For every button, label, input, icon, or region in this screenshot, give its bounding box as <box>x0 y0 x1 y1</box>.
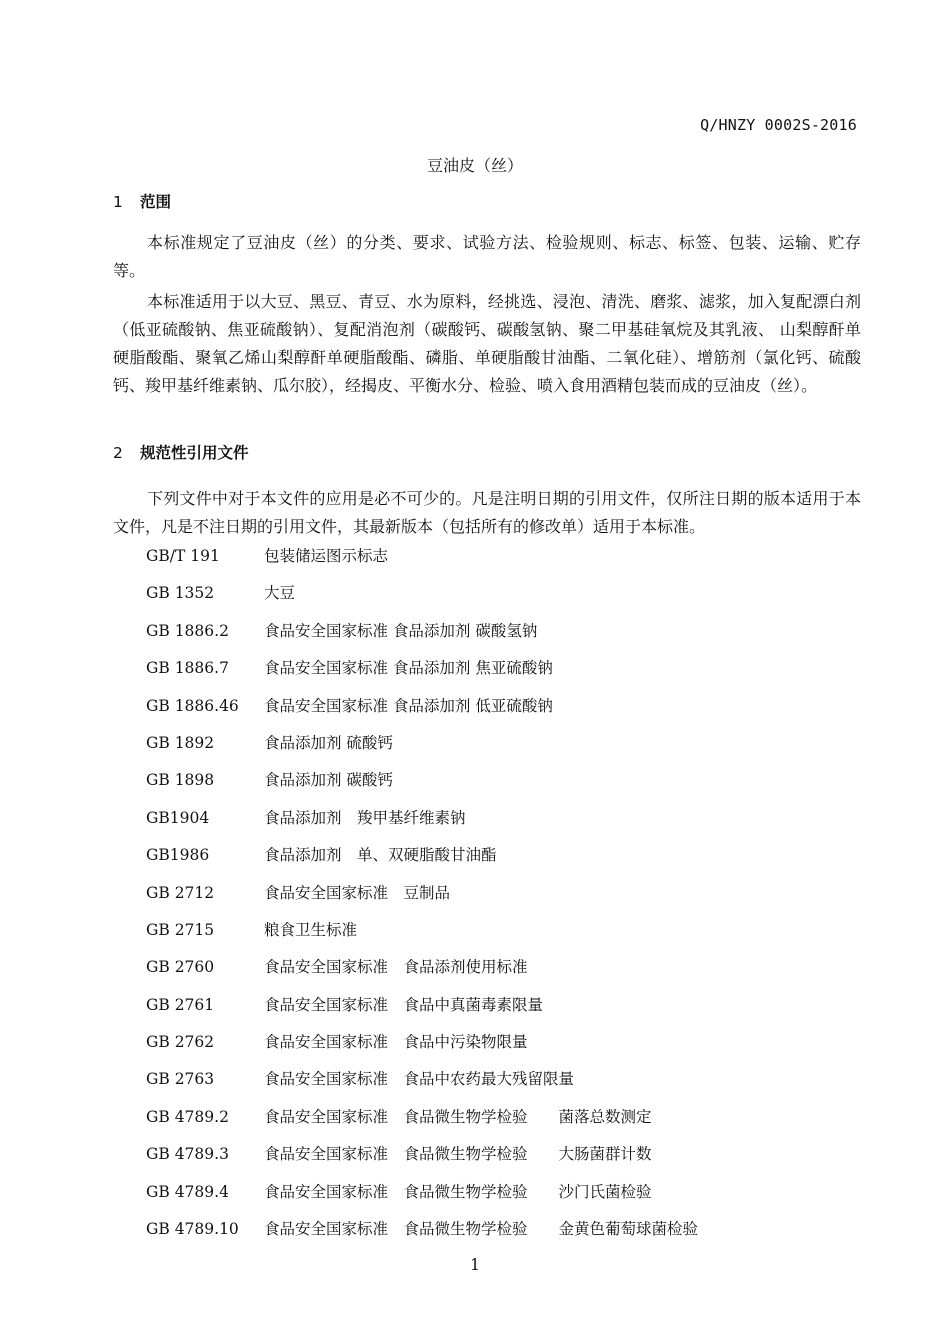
reference-item <box>146 1030 698 1067</box>
reference-code: GB 2712 <box>146 883 215 902</box>
reference-item <box>146 768 698 805</box>
reference-item <box>146 918 698 955</box>
reference-code: GB 1886.2 <box>146 621 229 640</box>
reference-title: 食品安全国家标准 食品微生物学检验 沙门氏菌检验 <box>264 1182 652 1201</box>
reference-code: GB 4789.4 <box>146 1182 229 1201</box>
reference-code: GB 2763 <box>146 1070 215 1089</box>
reference-code: GB/T 191 <box>146 547 220 565</box>
reference-title: 食品添加剂 单、双硬脂酸甘油酯 <box>264 846 497 865</box>
reference-title: 食品安全国家标准 食品添剂使用标准 <box>264 958 528 977</box>
reference-item <box>146 731 698 768</box>
reference-item <box>146 843 698 880</box>
scope-paragraph-2: 本标准适用于以大豆、黑豆、青豆、水为原料，经挑选、浸泡、清洗、磨浆、滤浆，加入复配漂白剂（低亚硫酸钠、焦亚硫酸钠）、复配消泡剂（碳酸钙、碳酸氢钠、聚二甲基硅氧烷及其乳液、 山梨醇酐单硬脂酸酯、聚氧乙烯山梨醇酐单硬脂酸酯、磷脂、单硬脂酸甘油酯、二氧化硅）、增筋剂（氯化钙、硫酸钙、羧甲基纤维素钠、瓜尔胶），经揭皮、平衡水分、检验、喷入食用酒精包装而成的豆油皮（丝）。 <box>113 292 861 395</box>
reference-code: GB 4789.3 <box>146 1145 229 1164</box>
reference-code: GB 4789.2 <box>146 1107 229 1126</box>
reference-code: GB 1886.46 <box>146 696 239 715</box>
reference-title: 食品安全国家标准 食品中污染物限量 <box>264 1033 528 1052</box>
reference-code: GB 4789.10 <box>146 1220 239 1239</box>
reference-item <box>146 806 698 843</box>
reference-title: 大豆 <box>264 584 296 603</box>
reference-title: 食品安全国家标准 食品中农药最大残留限量 <box>264 1070 575 1089</box>
reference-item <box>146 544 698 581</box>
reference-title: 食品安全国家标准 食品添加剂 低亚硫酸钠 <box>264 696 553 715</box>
reference-title: 食品安全国家标准 食品微生物学检验 菌落总数测定 <box>264 1107 652 1126</box>
reference-code: GB 2760 <box>146 958 215 977</box>
reference-code: GB 2761 <box>146 995 215 1014</box>
section-heading-scope <box>113 190 171 212</box>
page-number: 1 <box>470 1256 480 1274</box>
reference-code: GB 1898 <box>146 771 215 790</box>
reference-code: GB 1892 <box>146 733 215 752</box>
reference-title: 食品安全国家标准 食品添加剂 焦亚硫酸钠 <box>264 659 553 678</box>
reference-item <box>146 619 698 656</box>
reference-code: GB1986 <box>146 846 210 865</box>
reference-list <box>146 544 698 1254</box>
reference-item <box>146 1105 698 1142</box>
reference-item <box>146 694 698 731</box>
reference-item <box>146 955 698 992</box>
section-heading-normative-references <box>113 441 249 463</box>
reference-title: 食品安全国家标准 食品微生物学检验 大肠菌群计数 <box>264 1145 652 1164</box>
reference-code: GB 2715 <box>146 920 215 939</box>
section-number: 2 <box>113 444 123 462</box>
reference-item <box>146 581 698 618</box>
reference-code: GB 1352 <box>146 584 215 603</box>
reference-item <box>146 1067 698 1104</box>
reference-title: 食品安全国家标准 豆制品 <box>264 883 451 902</box>
reference-title: 食品安全国家标准 食品微生物学检验 金黄色葡萄球菌检验 <box>264 1220 699 1239</box>
reference-title: 食品添加剂 碳酸钙 <box>264 771 393 790</box>
reference-code: GB 2762 <box>146 1033 215 1052</box>
reference-title: 粮食卫生标准 <box>264 920 358 939</box>
reference-code: GB1904 <box>146 808 210 827</box>
reference-title: 食品添加剂 羧甲基纤维素钠 <box>264 808 466 827</box>
references-intro-paragraph: 下列文件中对于本文件的应用是必不可少的。凡是注明日期的引用文件，仅所注日期的版本适用于本文件，凡是不注日期的引用文件，其最新版本（包括所有的修改单）适用于本标准。 <box>113 489 861 536</box>
reference-title: 食品添加剂 硫酸钙 <box>264 733 393 752</box>
reference-item <box>146 1217 698 1254</box>
section-title: 规范性引用文件 <box>140 444 249 462</box>
reference-item <box>146 1180 698 1217</box>
scope-paragraph-1: 本标准规定了豆油皮（丝）的分类、要求、试验方法、检验规则、标志、标签、包装、运输、贮存等。 <box>113 233 861 280</box>
document-title: 豆油皮（丝） <box>426 156 523 175</box>
reference-code: GB 1886.7 <box>146 659 229 678</box>
reference-item <box>146 1142 698 1179</box>
reference-title: 食品安全国家标准 食品中真菌毒素限量 <box>264 995 544 1014</box>
reference-title: 包装储运图示标志 <box>264 547 389 565</box>
section-title: 范围 <box>140 193 172 211</box>
section-number: 1 <box>113 193 123 211</box>
reference-item <box>146 881 698 918</box>
standard-code: Q/HNZY 0002S-2016 <box>700 116 857 134</box>
reference-item <box>146 993 698 1030</box>
reference-title: 食品安全国家标准 食品添加剂 碳酸氢钠 <box>264 621 538 640</box>
reference-item <box>146 656 698 693</box>
